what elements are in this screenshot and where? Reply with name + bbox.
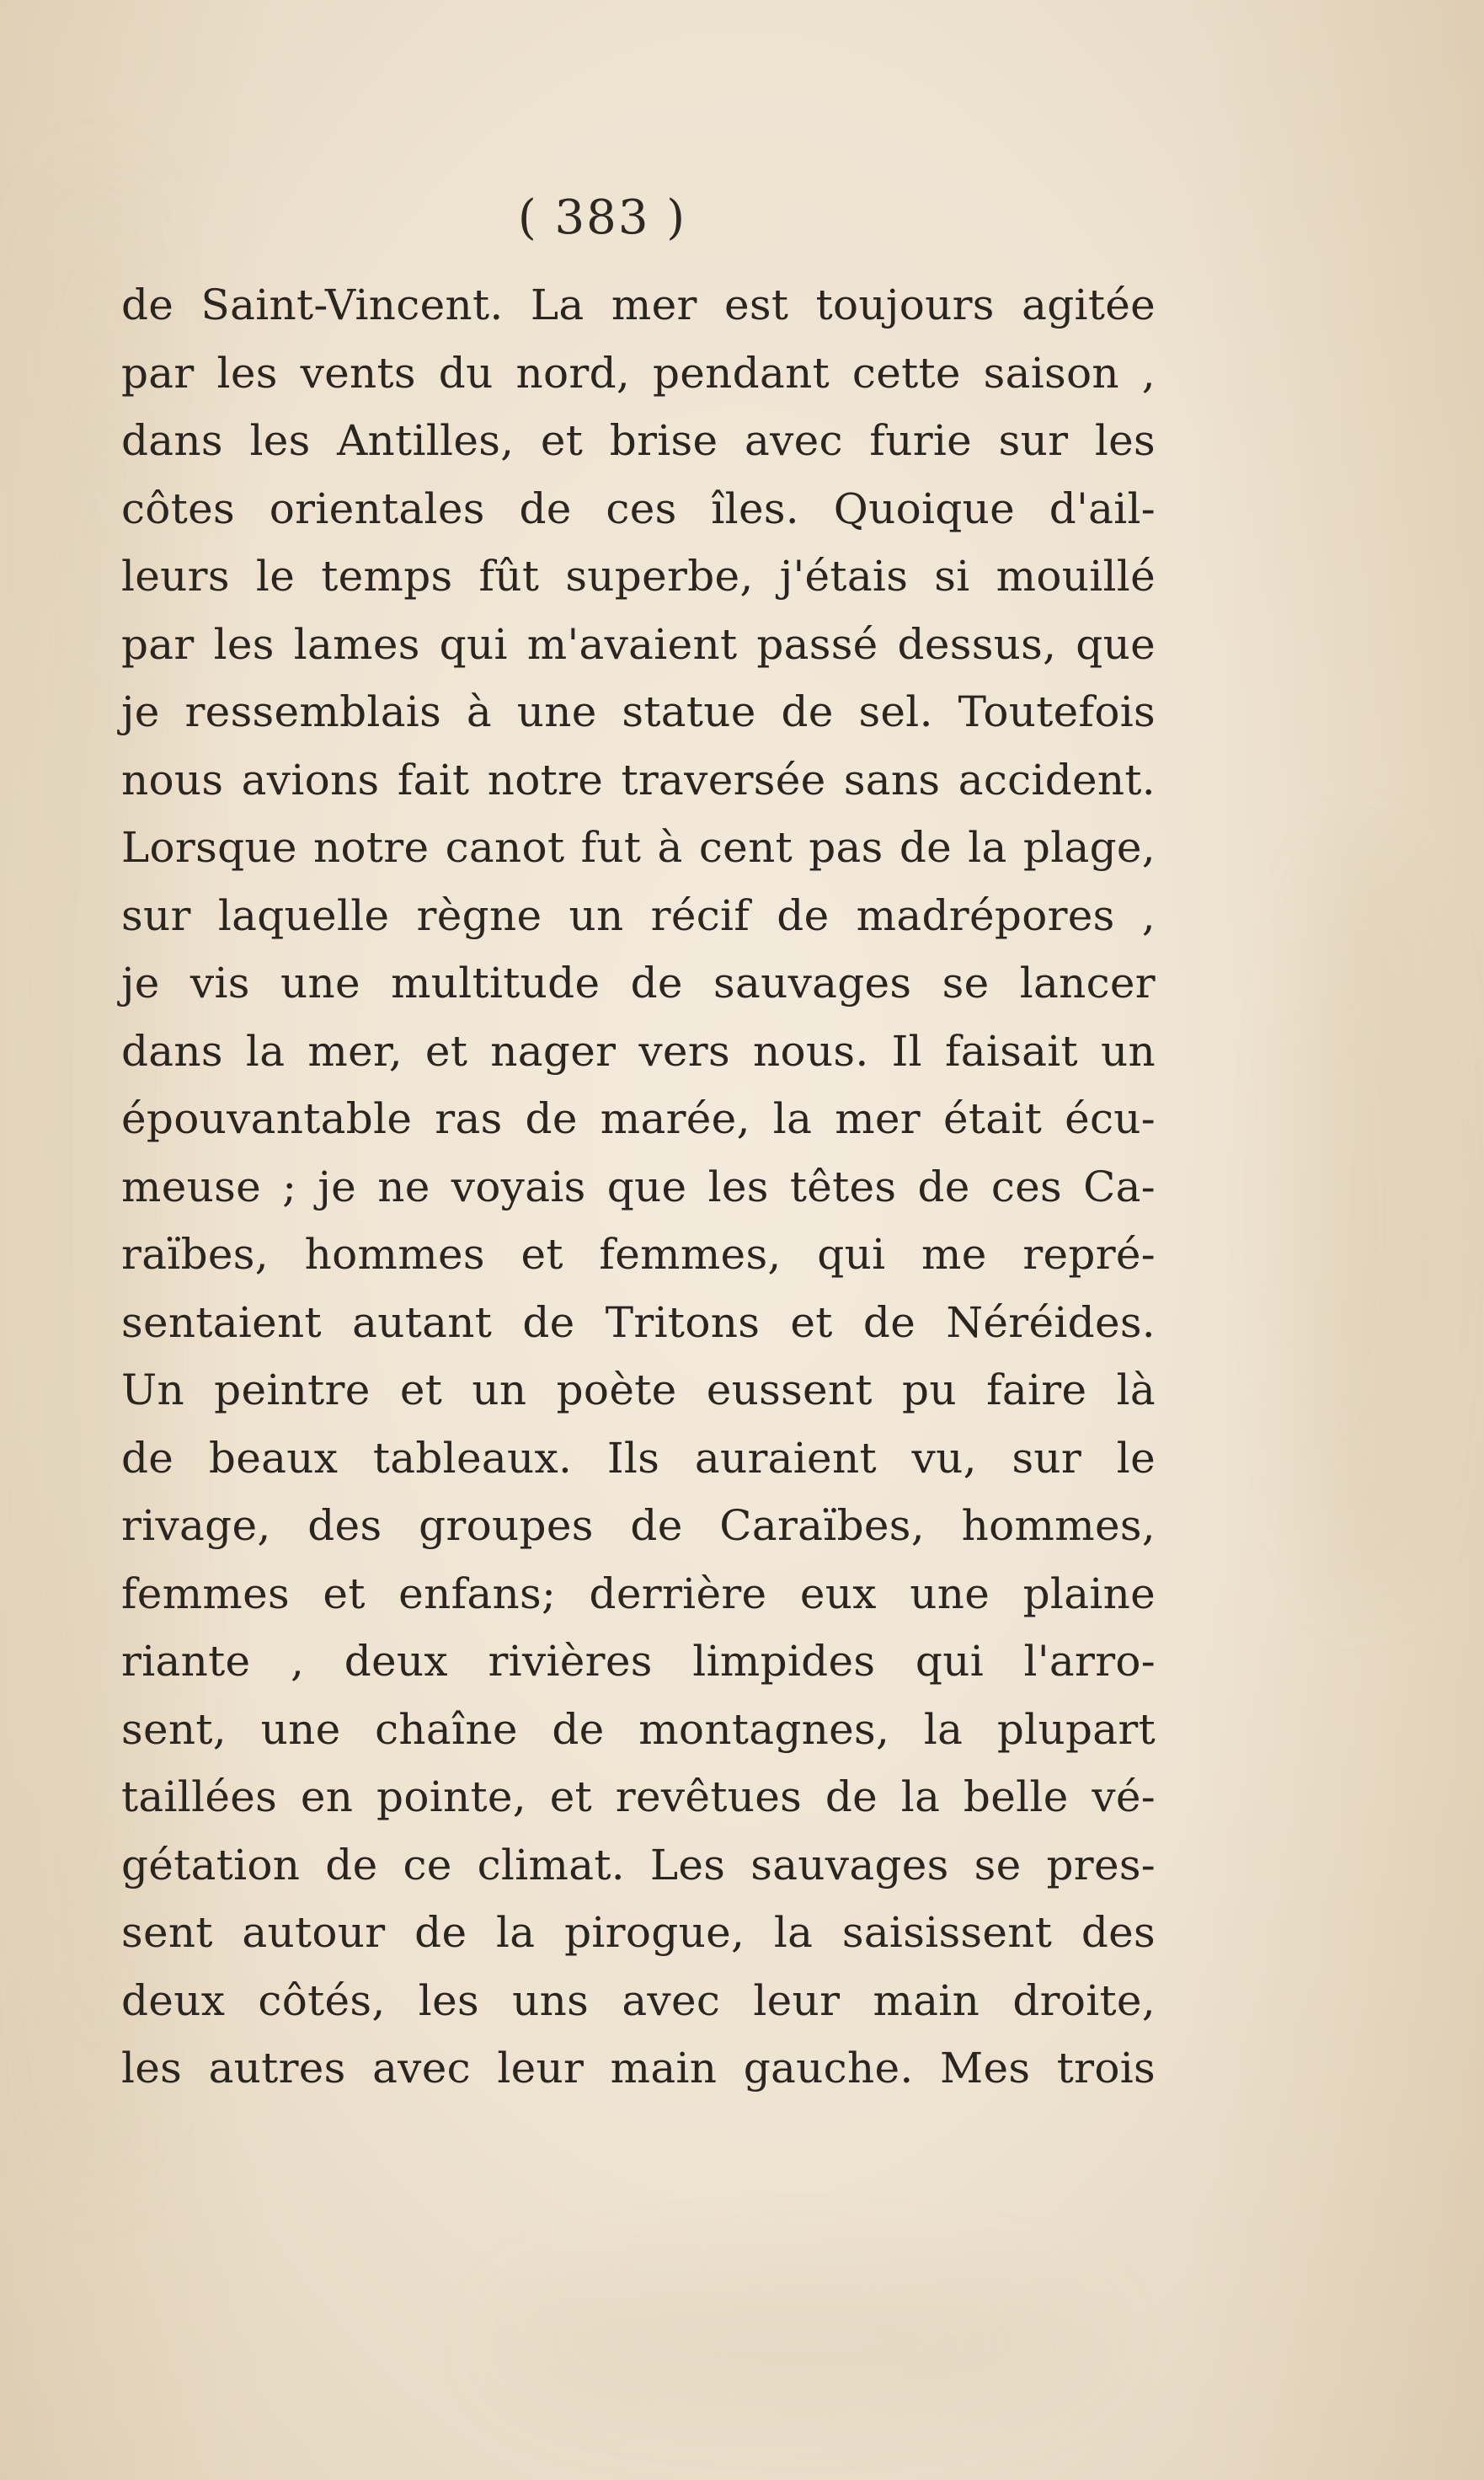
text-line: sent, une chaîne de montagnes, la plupart	[121, 1704, 1156, 1754]
body-text	[121, 271, 1156, 2103]
text-line: je ressemblais à une statue de sel. Toutefois	[121, 687, 1156, 736]
text-line: sentaient autant de Tritons et de Néréides.	[121, 1297, 1156, 1347]
text-line: Lorsque notre canot fut à cent pas de la plage,	[121, 823, 1156, 872]
text-line: sent autour de la pirogue, la saisissent des	[121, 1908, 1156, 1957]
text-line: raïbes, hommes et femmes, qui me repré-	[121, 1230, 1156, 1279]
text-line: je vis une multitude de sauvages se lancer	[121, 959, 1156, 1008]
text-line: nous avions fait notre traversée sans accident.	[121, 755, 1156, 804]
text-line: sur laquelle règne un récif de madrépores ,	[121, 890, 1156, 940]
text-line: de beaux tableaux. Ils auraient vu, sur le	[121, 1433, 1156, 1483]
text-line: gétation de ce climat. Les sauvages se pres-	[121, 1840, 1156, 1889]
text-line: meuse ; je ne voyais que les têtes de ces Ca-	[121, 1162, 1156, 1211]
text-line: deux côtés, les uns avec leur main droite,	[121, 1975, 1156, 2025]
paper-stain	[1297, 842, 1432, 1601]
text-line: dans les Antilles, et brise avec furie sur les	[121, 416, 1156, 465]
text-line: leurs le temps fût superbe, j'étais si mouillé	[121, 552, 1156, 601]
text-line: taillées en pointe, et revêtues de la belle vé-	[121, 1772, 1156, 1821]
text-line: rivage, des groupes de Caraïbes, hommes,	[121, 1501, 1156, 1550]
text-line: dans la mer, et nager vers nous. Il faisait un	[121, 1026, 1156, 1076]
text-line: de Saint-Vincent. La mer est toujours agitée	[121, 281, 1156, 329]
text-line: épouvantable ras de marée, la mer était écu-	[121, 1094, 1156, 1143]
paper-stain	[505, 2274, 1095, 2409]
text-line: riante , deux rivières limpides qui l'arro-	[121, 1637, 1156, 1686]
text-line: par les lames qui m'avaient passé dessus, que	[121, 619, 1156, 669]
text-line: par les vents du nord, pendant cette saison ,	[121, 348, 1156, 398]
text-line: Un peintre et un poète eussent pu faire là	[121, 1366, 1156, 1414]
text-line: côtes orientales de ces îles. Quoique d'ail-	[121, 484, 1156, 533]
text-line: les autres avec leur main gauche. Mes trois	[121, 2044, 1156, 2092]
page-number: ( 383 )	[517, 190, 687, 245]
text-line: femmes et enfans; derrière eux une plaine	[121, 1569, 1156, 1618]
